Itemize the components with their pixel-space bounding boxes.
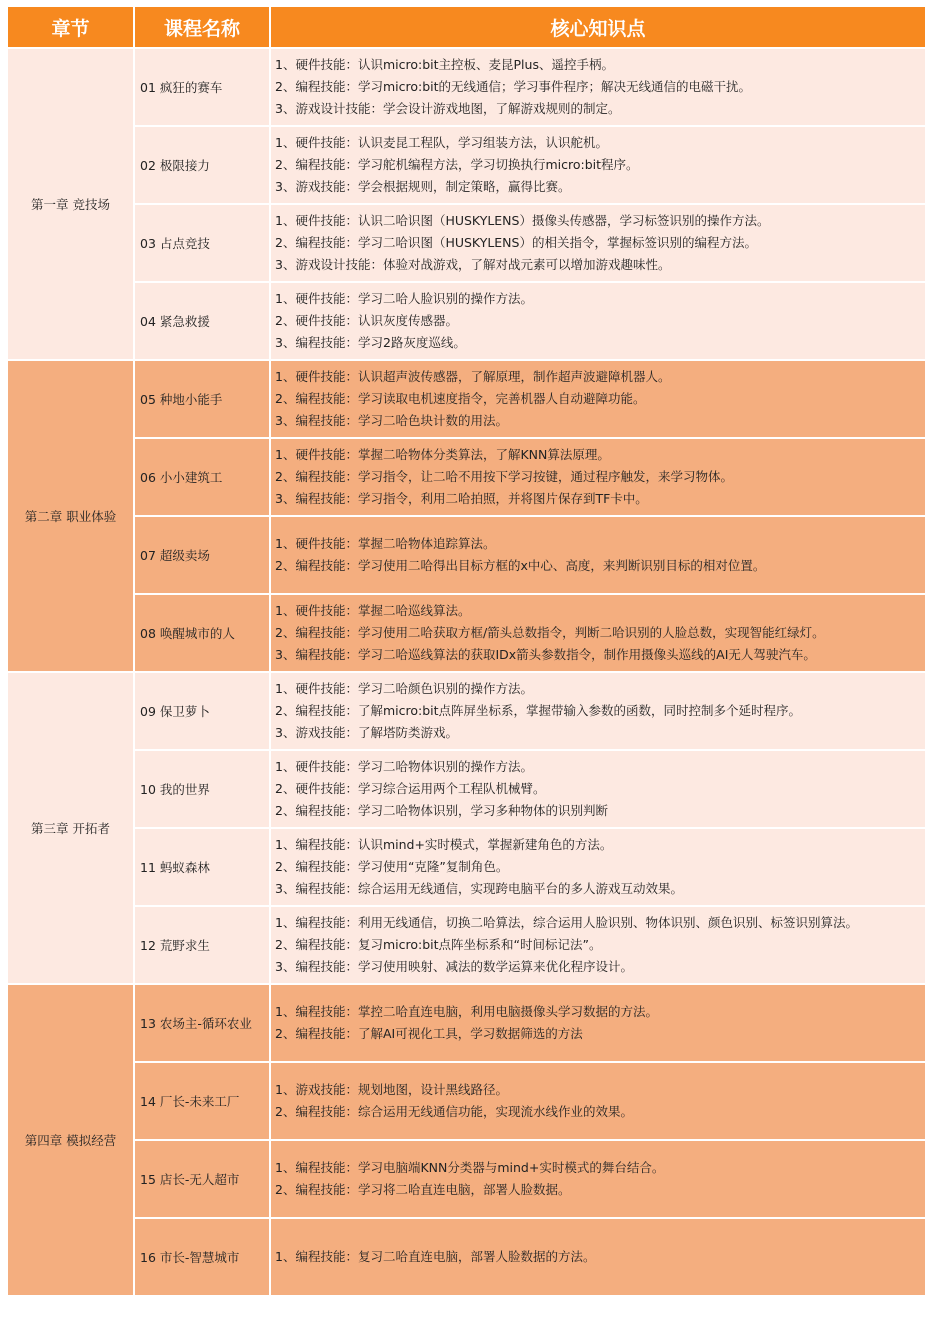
table-row <box>7 594 926 672</box>
course-name-cell: 05 种地小能手 <box>134 360 270 438</box>
key-points-cell <box>270 438 926 516</box>
key-point-line: 1、硬件技能：掌握二哈巡线算法。 <box>275 603 471 618</box>
key-points-cell <box>270 828 926 906</box>
course-table-container <box>6 5 925 1297</box>
course-name-cell: 10 我的世界 <box>134 750 270 828</box>
course-name-cell: 04 紧急救援 <box>134 282 270 360</box>
course-name-cell: 13 农场主-循环农业 <box>134 984 270 1062</box>
key-point-line: 2、编程技能：学习将二哈直连电脑，部署人脸数据。 <box>275 1182 571 1197</box>
table-row <box>7 828 926 906</box>
key-point-line: 1、硬件技能：认识二哈识图（HUSKYLENS）摄像头传感器，学习标签识别的操作方法。 <box>275 213 770 228</box>
course-name-cell: 16 市长-智慧城市 <box>134 1218 270 1296</box>
key-points-cell <box>270 1218 926 1296</box>
table-row <box>7 672 926 750</box>
course-name-cell: 12 荒野求生 <box>134 906 270 984</box>
course-name-cell: 11 蚂蚁森林 <box>134 828 270 906</box>
course-name-cell: 15 店长-无人超市 <box>134 1140 270 1218</box>
key-point-line: 2、硬件技能：认识灰度传感器。 <box>275 313 458 328</box>
header-chapter: 章节 <box>7 6 134 48</box>
key-point-line: 3、编程技能：综合运用无线通信，实现跨电脑平台的多人游戏互动效果。 <box>275 881 683 896</box>
key-point-line: 2、编程技能：学习二哈识图（HUSKYLENS）的相关指令，掌握标签识别的编程方法。 <box>275 235 757 250</box>
chapter-cell: 第一章 竞技场 <box>7 48 134 360</box>
table-row <box>7 750 926 828</box>
key-point-line: 1、硬件技能：认识麦昆工程队，学习组装方法，认识舵机。 <box>275 135 608 150</box>
key-points-cell <box>270 750 926 828</box>
key-point-line: 1、硬件技能：掌握二哈物体追踪算法。 <box>275 536 496 551</box>
key-point-line: 2、硬件技能：学习综合运用两个工程队机械臂。 <box>275 781 546 796</box>
key-point-line: 2、编程技能：综合运用无线通信功能，实现流水线作业的效果。 <box>275 1104 633 1119</box>
key-point-line: 1、硬件技能：认识超声波传感器，了解原理，制作超声波避障机器人。 <box>275 369 671 384</box>
key-point-line: 2、编程技能：了解AI可视化工具，学习数据筛选的方法 <box>275 1026 583 1041</box>
key-point-line: 2、编程技能：学习舵机编程方法，学习切换执行micro:bit程序。 <box>275 157 639 172</box>
key-points-cell <box>270 906 926 984</box>
key-points-cell <box>270 204 926 282</box>
course-name-cell: 09 保卫萝卜 <box>134 672 270 750</box>
key-point-line: 3、编程技能：学习使用映射、减法的数学运算来优化程序设计。 <box>275 959 633 974</box>
header-row <box>7 6 926 48</box>
table-row <box>7 48 926 126</box>
key-point-line: 2、编程技能：学习读取电机速度指令，完善机器人自动避障功能。 <box>275 391 646 406</box>
table-row <box>7 1062 926 1140</box>
key-point-line: 1、编程技能：复习二哈直连电脑，部署人脸数据的方法。 <box>275 1249 596 1264</box>
course-name-cell: 01 疯狂的赛车 <box>134 48 270 126</box>
course-name-cell: 06 小小建筑工 <box>134 438 270 516</box>
key-points-cell <box>270 126 926 204</box>
key-point-line: 1、编程技能：利用无线通信，切换二哈算法，综合运用人脸识别、物体识别、颜色识别、标签识别算法。 <box>275 915 858 930</box>
course-table <box>6 5 927 1297</box>
course-name-cell: 14 厂长-未来工厂 <box>134 1062 270 1140</box>
key-point-line: 3、游戏设计技能：体验对战游戏，了解对战元素可以增加游戏趣味性。 <box>275 257 671 272</box>
key-point-line: 2、编程技能：学习micro:bit的无线通信；学习事件程序；解决无线通信的电磁干扰。 <box>275 79 752 94</box>
key-points-cell <box>270 672 926 750</box>
key-point-line: 3、游戏技能：了解塔防类游戏。 <box>275 725 458 740</box>
course-name-cell: 02 极限接力 <box>134 126 270 204</box>
key-point-line: 2、编程技能：复习micro:bit点阵坐标系和“时间标记法”。 <box>275 937 602 952</box>
key-point-line: 1、硬件技能：学习二哈物体识别的操作方法。 <box>275 759 533 774</box>
course-name-cell: 07 超级卖场 <box>134 516 270 594</box>
table-row <box>7 984 926 1062</box>
key-points-cell <box>270 1140 926 1218</box>
key-point-line: 2、编程技能：学习使用二哈得出目标方框的x中心、高度，来判断识别目标的相对位置。 <box>275 558 766 573</box>
key-point-line: 1、硬件技能：学习二哈颜色识别的操作方法。 <box>275 681 533 696</box>
table-row <box>7 1140 926 1218</box>
chapter-cell: 第四章 模拟经营 <box>7 984 134 1296</box>
table-row <box>7 516 926 594</box>
table-row <box>7 438 926 516</box>
key-point-line: 2、编程技能：了解micro:bit点阵屏坐标系，掌握带输入参数的函数，同时控制多个延时程序。 <box>275 703 802 718</box>
key-point-line: 1、编程技能：掌控二哈直连电脑，利用电脑摄像头学习数据的方法。 <box>275 1004 658 1019</box>
course-name-cell: 08 唤醒城市的人 <box>134 594 270 672</box>
table-row <box>7 204 926 282</box>
key-points-cell <box>270 984 926 1062</box>
header-course-name: 课程名称 <box>134 6 270 48</box>
key-points-cell <box>270 282 926 360</box>
course-table-body <box>7 48 926 1296</box>
key-point-line: 2、编程技能：学习指令，让二哈不用按下学习按键，通过程序触发，来学习物体。 <box>275 469 733 484</box>
key-points-cell <box>270 1062 926 1140</box>
table-row <box>7 126 926 204</box>
key-point-line: 1、编程技能：认识mind+实时模式，掌握新建角色的方法。 <box>275 837 613 852</box>
table-row <box>7 1218 926 1296</box>
key-point-line: 3、编程技能：学习二哈色块计数的用法。 <box>275 413 508 428</box>
key-point-line: 3、游戏技能：学会根据规则，制定策略，赢得比赛。 <box>275 179 571 194</box>
key-point-line: 1、硬件技能：学习二哈人脸识别的操作方法。 <box>275 291 533 306</box>
key-point-line: 3、编程技能：学习2路灰度巡线。 <box>275 335 466 350</box>
key-point-line: 3、游戏设计技能：学会设计游戏地图，了解游戏规则的制定。 <box>275 101 621 116</box>
key-point-line: 2、编程技能：学习二哈物体识别，学习多种物体的识别判断 <box>275 803 608 818</box>
key-point-line: 1、编程技能：学习电脑端KNN分类器与mind+实时模式的舞台结合。 <box>275 1160 665 1175</box>
chapter-cell: 第三章 开拓者 <box>7 672 134 984</box>
table-row <box>7 360 926 438</box>
key-point-line: 2、编程技能：学习使用二哈获取方框/箭头总数指令，判断二哈识别的人脸总数，实现智能红绿灯。 <box>275 625 825 640</box>
key-point-line: 1、硬件技能：认识micro:bit主控板、麦昆Plus、遥控手柄。 <box>275 57 614 72</box>
key-point-line: 1、游戏技能：规划地图，设计黑线路径。 <box>275 1082 508 1097</box>
header-key-points: 核心知识点 <box>270 6 926 48</box>
key-points-cell <box>270 48 926 126</box>
key-point-line: 3、编程技能：学习二哈巡线算法的获取IDx箭头参数指令，制作用摄像头巡线的AI无人驾驶汽车。 <box>275 647 816 662</box>
key-point-line: 1、硬件技能：掌握二哈物体分类算法，了解KNN算法原理。 <box>275 447 610 462</box>
table-row <box>7 282 926 360</box>
key-points-cell <box>270 516 926 594</box>
table-row <box>7 906 926 984</box>
chapter-cell: 第二章 职业体验 <box>7 360 134 672</box>
course-name-cell: 03 占点竞技 <box>134 204 270 282</box>
key-point-line: 3、编程技能：学习指令，利用二哈拍照，并将图片保存到TF卡中。 <box>275 491 648 506</box>
key-points-cell <box>270 594 926 672</box>
key-points-cell <box>270 360 926 438</box>
key-point-line: 2、编程技能：学习使用“克隆”复制角色。 <box>275 859 509 874</box>
